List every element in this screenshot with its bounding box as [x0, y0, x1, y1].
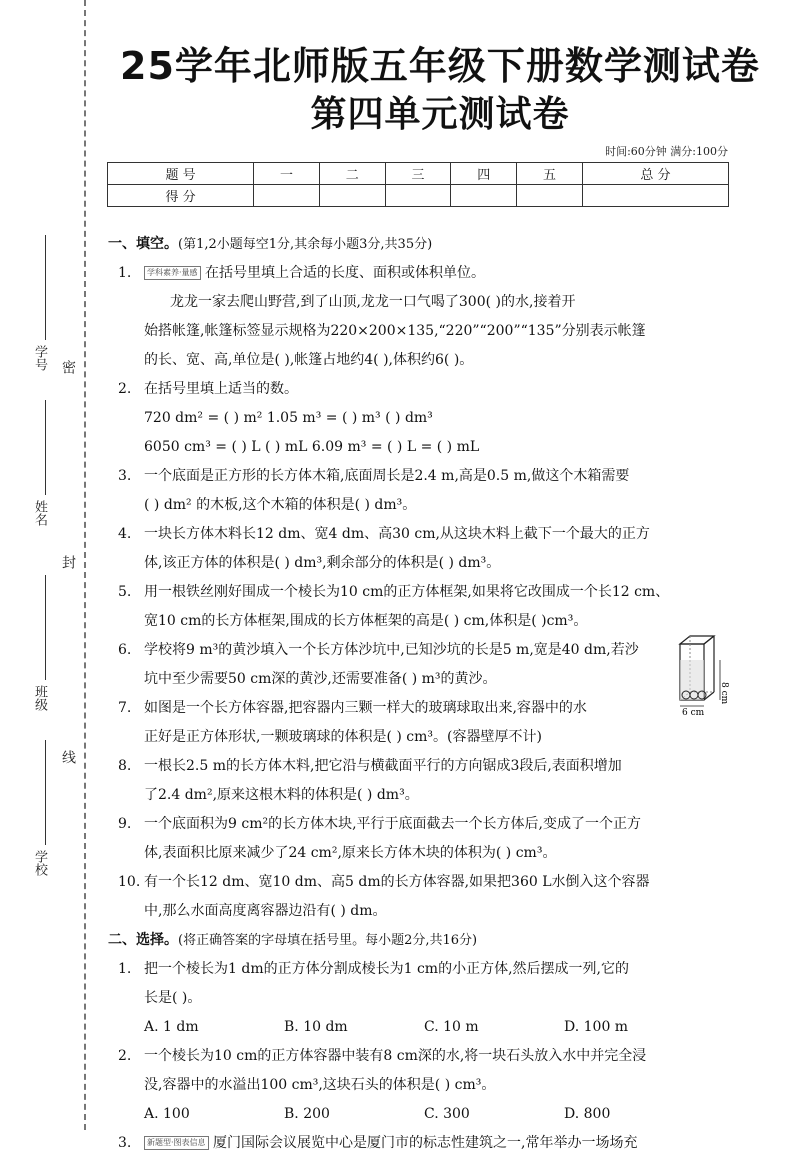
score-cell: 总 分 [582, 163, 728, 185]
section-title: 一、填空。 [108, 236, 178, 252]
score-cell[interactable] [254, 185, 320, 207]
question-text: 学校将9 m³的黄沙填入一个长方体沙坑中,已知沙坑的长是5 m,宽是40 dm,若沙 [144, 642, 639, 658]
question-tag: 学科素养·量感 [144, 266, 201, 280]
container-figure [670, 630, 730, 716]
section-note: (将正确答案的字母填在括号里。每小题2分,共16分) [178, 933, 478, 948]
choice-option[interactable]: A. 100 [144, 1106, 190, 1122]
question-line [108, 868, 738, 897]
school-blank [45, 740, 46, 845]
question-text: 一块长方体木料长12 dm、宽4 dm、高30 cm,从这块木料上截下一个最大的正方 [144, 526, 650, 542]
score-cell: 二 [319, 163, 385, 185]
question-text: 在括号里填上适当的数。 [144, 381, 298, 397]
question-continuation: 没,容器中的水溢出100 cm³,这块石头的体积是( ) cm³。 [144, 1077, 496, 1093]
choice-option[interactable]: B. 10 dm [284, 1019, 348, 1035]
question-continuation: 坑中至少需要50 cm深的黄沙,还需要准备( ) m³的黄沙。 [144, 671, 497, 687]
name-blank [45, 400, 46, 495]
side-label-class: 班级 [32, 685, 47, 711]
question-line [108, 578, 738, 607]
score-cell: 四 [451, 163, 517, 185]
page-title: 25学年北师版五年级下册数学测试卷 [120, 44, 760, 88]
question-continuation: 体,表面积比原来减少了24 cm²,原来长方体木块的体积为( ) cm³。 [144, 845, 557, 861]
score-cell: 三 [385, 163, 451, 185]
score-cell: 一 [254, 163, 320, 185]
score-table [107, 162, 729, 207]
question-number: 5. [118, 584, 132, 600]
question-line [108, 810, 738, 839]
question-line [108, 1129, 738, 1158]
side-label-school: 学校 [32, 850, 47, 876]
question-number: 2. [118, 381, 132, 397]
question-line [108, 375, 738, 404]
question-line [108, 636, 738, 665]
question-continuation: 6050 cm³ = ( ) L ( ) mL 6.09 m³ = ( ) L = ( ) mL [144, 439, 480, 455]
question-number: 9. [118, 816, 132, 832]
question-line [108, 752, 738, 781]
class-blank [45, 575, 46, 680]
figure-height-label: 8 cm [719, 682, 729, 705]
question-text: 如图是一个长方体容器,把容器内三颗一样大的玻璃球取出来,容器中的水 [144, 700, 587, 716]
exam-meta: 时间:60分钟 满分:100分 [605, 145, 728, 158]
choice-options [108, 1100, 738, 1129]
question-continuation: ( ) dm² 的木板,这个木箱的体积是( ) dm³。 [144, 497, 417, 513]
choice-option[interactable]: B. 200 [284, 1106, 330, 1122]
question-text: 有一个长12 dm、宽10 dm、高5 dm的长方体容器,如果把360 L水倒入这个容器 [144, 874, 650, 890]
seal-mi: 密 [60, 360, 76, 374]
score-cell[interactable] [451, 185, 517, 207]
question-number: 7. [118, 700, 132, 716]
question-content [108, 230, 738, 1158]
score-cell: 题 号 [108, 163, 254, 185]
question-line [108, 462, 738, 491]
choice-option[interactable]: A. 1 dm [144, 1019, 199, 1035]
section-note: (第1,2小题每空1分,其余每小题3分,共35分) [178, 237, 433, 252]
question-continuation: 宽10 cm的长方体框架,围成的长方体框架的高是( ) cm,体积是( )cm³。 [144, 613, 588, 629]
question-continuation: 的长、宽、高,单位是( ),帐篷占地约4( ),体积约6( )。 [144, 352, 474, 368]
question-continuation: 了2.4 dm²,原来这根木料的体积是( ) dm³。 [144, 787, 419, 803]
question-number: 6. [118, 642, 132, 658]
question-continuation: 长是( )。 [144, 990, 202, 1006]
question-text: 用一根铁丝刚好围成一个棱长为10 cm的正方体框架,如果将它改围成一个长12 cm、 [144, 584, 670, 600]
score-cell[interactable] [319, 185, 385, 207]
question-line [108, 694, 738, 723]
seal-feng: 封 [60, 555, 76, 569]
choice-option[interactable]: D. 800 [564, 1106, 611, 1122]
question-number: 1. [118, 265, 132, 281]
score-cell[interactable] [517, 185, 583, 207]
question-number: 2. [118, 1048, 132, 1064]
choice-option[interactable]: C. 10 m [424, 1019, 479, 1035]
question-continuation: 中,那么水面高度离容器边沿有( ) dm。 [144, 903, 387, 919]
choice-option[interactable]: C. 300 [424, 1106, 470, 1122]
section-heading [108, 230, 738, 259]
question-tag: 新题型·图表信息 [144, 1136, 209, 1150]
score-value-row [108, 185, 729, 207]
question-text: 厦门国际会议展览中心是厦门市的标志性建筑之一,常年举办一场场充 [213, 1135, 638, 1151]
question-text: 把一个棱长为1 dm的正方体分割成棱长为1 cm的小正方体,然后摆成一列,它的 [144, 961, 629, 977]
score-cell[interactable] [385, 185, 451, 207]
score-cell[interactable] [582, 185, 728, 207]
student-id-blank [45, 235, 46, 340]
question-line [108, 955, 738, 984]
score-cell: 五 [517, 163, 583, 185]
question-line [108, 520, 738, 549]
score-header-row [108, 163, 729, 185]
seal-xian: 线 [60, 750, 76, 764]
question-number: 1. [118, 961, 132, 977]
question-text: 一个底面是正方形的长方体木箱,底面周长是2.4 m,高是0.5 m,做这个木箱需要 [144, 468, 630, 484]
question-text: 在括号里填上合适的长度、面积或体积单位。 [205, 265, 485, 281]
page-subtitle: 第四单元测试卷 [310, 94, 570, 135]
question-line [108, 259, 738, 288]
side-label-name: 姓名 [32, 500, 47, 526]
question-number: 3. [118, 1135, 132, 1151]
question-number: 8. [118, 758, 132, 774]
question-continuation: 正好是正方体形状,一颗玻璃球的体积是( ) cm³。(容器壁厚不计) [144, 729, 542, 745]
binding-dashed-line [84, 0, 86, 1130]
question-continuation: 龙龙一家去爬山野营,到了山顶,龙龙一口气喝了300( )的水,接着开 [170, 294, 576, 310]
question-continuation: 体,该正方体的体积是( ) dm³,剩余部分的体积是( ) dm³。 [144, 555, 501, 571]
question-continuation: 720 dm² = ( ) m² 1.05 m³ = ( ) m³ ( ) dm³ [144, 410, 433, 426]
question-text: 一根长2.5 m的长方体木料,把它沿与横截面平行的方向锯成3段后,表面积增加 [144, 758, 622, 774]
section-heading [108, 926, 738, 955]
choice-options [108, 1013, 738, 1042]
figure-width-label: 6 cm [682, 708, 705, 716]
score-cell: 得 分 [108, 185, 254, 207]
section-title: 二、选择。 [108, 932, 178, 948]
question-number: 10. [118, 874, 141, 890]
question-number: 4. [118, 526, 132, 542]
question-text: 一个底面积为9 cm²的长方体木块,平行于底面截去一个长方体后,变成了一个正方 [144, 816, 641, 832]
side-label-student-id: 学号 [32, 345, 47, 371]
choice-option[interactable]: D. 100 m [564, 1019, 629, 1035]
question-number: 3. [118, 468, 132, 484]
question-text: 一个棱长为10 cm的正方体容器中装有8 cm深的水,将一块石头放入水中并完全浸 [144, 1048, 647, 1064]
question-line [108, 1042, 738, 1071]
question-continuation: 始搭帐篷,帐篷标签显示规格为220×200×135,“220”“200”“135”分别表示帐篷 [144, 323, 646, 339]
